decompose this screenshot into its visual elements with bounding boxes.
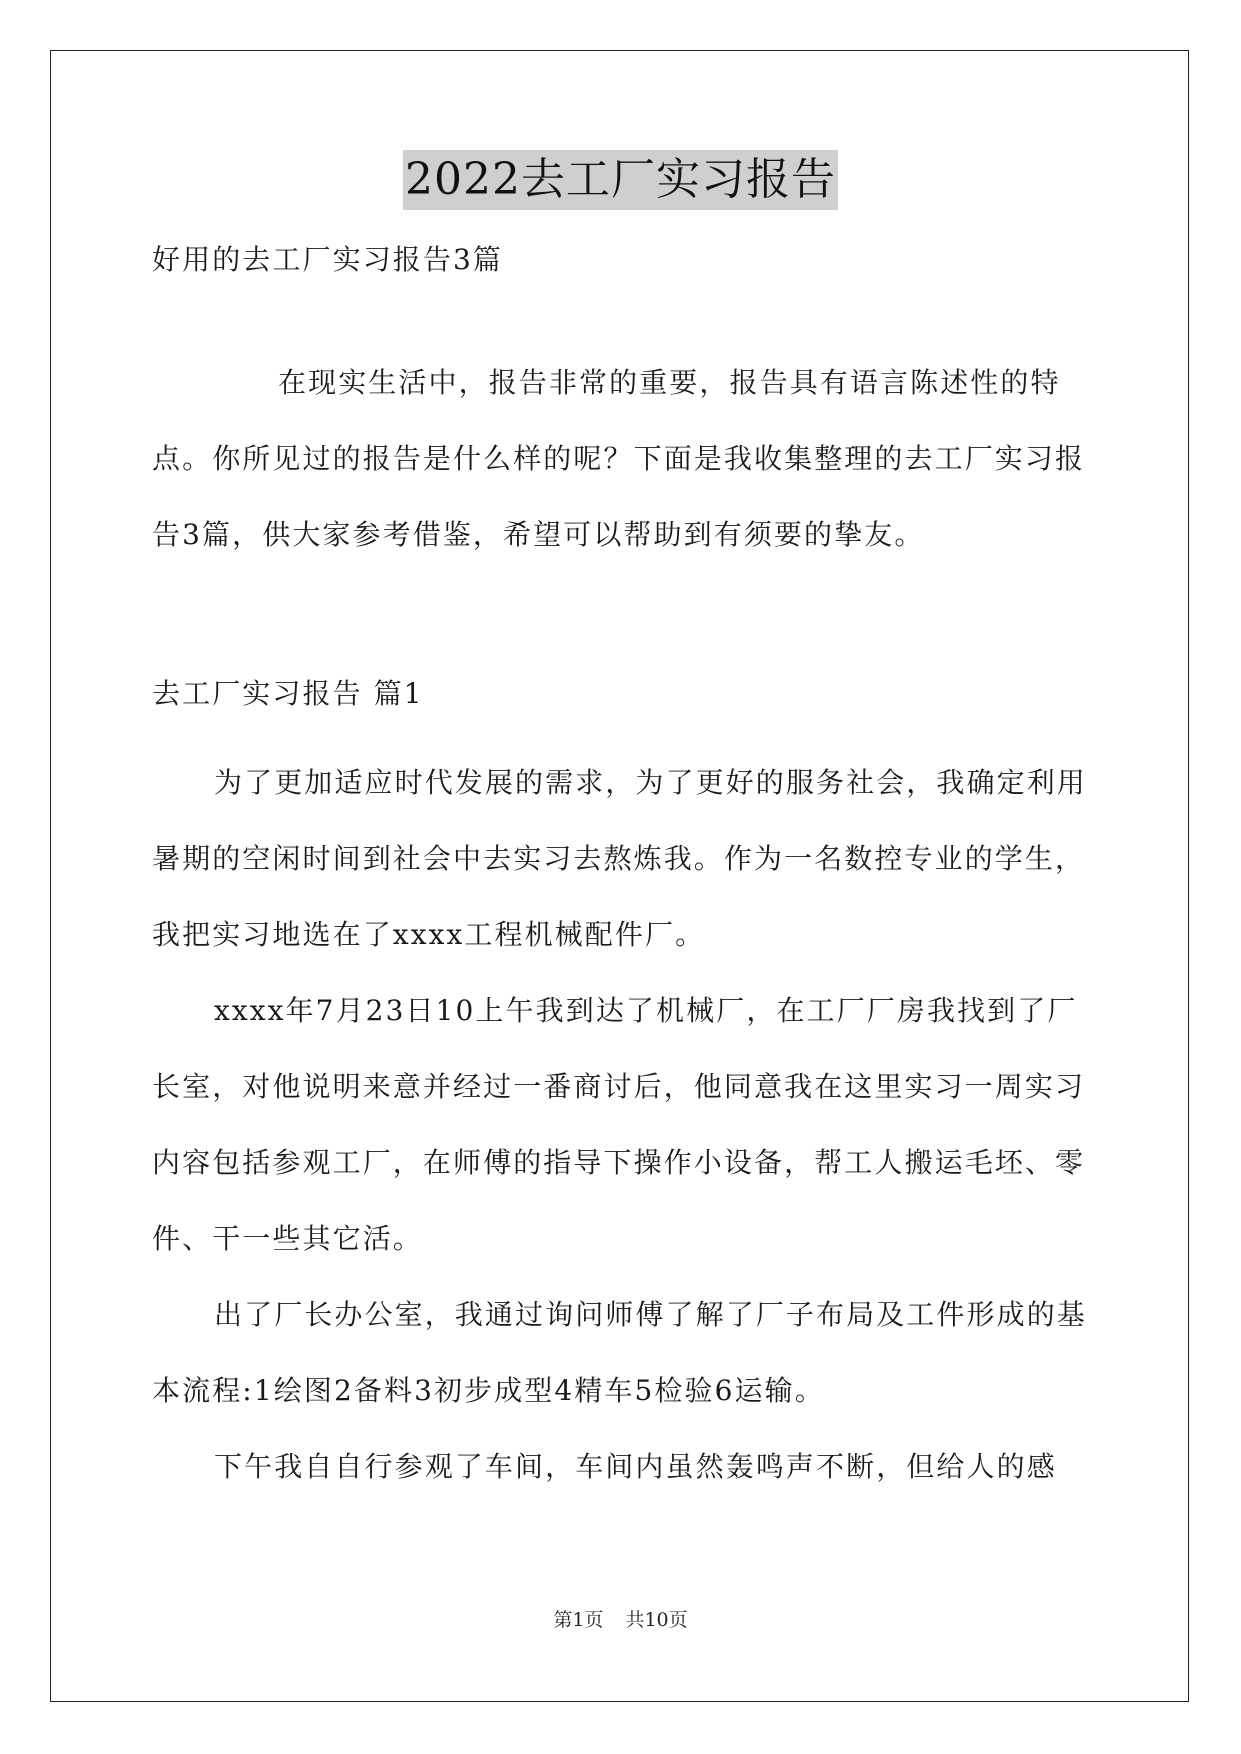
body-text (152, 745, 1092, 1505)
page-footer (0, 1607, 1241, 1633)
title-container (0, 150, 1241, 210)
document-subtitle: 好用的去工厂实习报告3篇 (152, 243, 504, 276)
intro-paragraph: 在现实生活中，报告非常的重要，报告具有语言陈述性的特点。你所见过的报告是什么样的呢？下面是我收集整理的去工厂实习报告3篇，供大家参考借鉴，希望可以帮助到有须要的挚友。 (152, 366, 1086, 551)
body-paragraph: 下午我自自行参观了车间，车间内虽然轰鸣声不断，但给人的感 (214, 1450, 1057, 1483)
page-total: 共10页 (625, 1609, 688, 1631)
section-heading: 去工厂实习报告 篇1 (152, 677, 424, 710)
document-title: 2022去工厂实习报告 (403, 150, 838, 210)
body-paragraph: 出了厂长办公室，我通过询问师傅了解了厂子布局及工件形成的基本流程:1绘图2备料3初步成型4精车5检验6运输。 (152, 1298, 1087, 1407)
page-number: 第1页 (553, 1609, 604, 1631)
body-paragraph: xxxx年7月23日10上午我到达了机械厂，在工厂厂房我找到了厂长室，对他说明来意并经过一番商讨后，他同意我在这里实习一周实习内容包括参观工厂，在师傅的指导下操作小设备，帮工人搬运毛坯、零件、干一些其它活。 (152, 994, 1086, 1255)
body-paragraph: 为了更加适应时代发展的需求，为了更好的服务社会，我确定利用暑期的空闲时间到社会中去实习去熬炼我。作为一名数控专业的学生，我把实习地选在了xxxx工程机械配件厂。 (152, 766, 1087, 951)
